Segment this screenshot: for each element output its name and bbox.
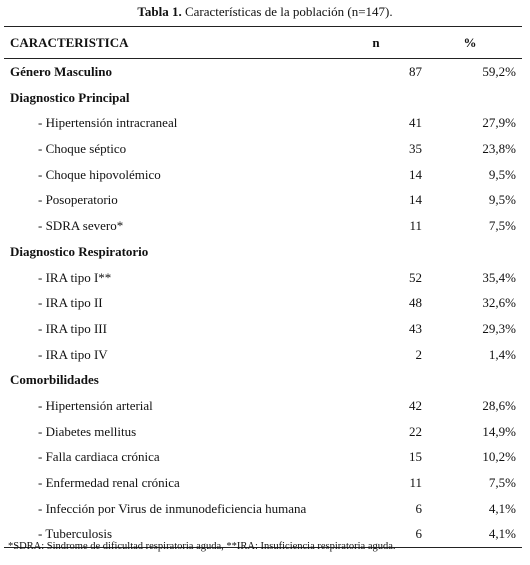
row-count: 22	[409, 423, 422, 439]
table-footnote: *SDRA: Sindrome de dificultad respiratoria aguda, **IRA: Insuficiencia respiratoria aguda.	[8, 541, 396, 552]
table-row	[4, 187, 522, 213]
table-row	[4, 136, 522, 162]
table-row	[4, 162, 522, 188]
row-label: - Hipertensión arterial	[38, 397, 153, 413]
row-count: 52	[409, 269, 422, 285]
row-percent: 9,5%	[488, 166, 516, 182]
row-count: 43	[409, 320, 422, 336]
table-header-row	[4, 27, 522, 59]
row-percent: 4,1%	[488, 500, 516, 516]
row-count: 11	[409, 475, 422, 490]
table-row	[4, 342, 522, 368]
table-row	[4, 419, 522, 445]
row-label: - IRA tipo III	[38, 320, 107, 336]
row-label: - Hipertensión intracraneal	[38, 115, 178, 131]
row-percent: 1,4%	[488, 346, 516, 362]
row-label: - Falla cardiaca crónica	[38, 449, 160, 465]
table-row	[4, 316, 522, 342]
row-percent: 14,9%	[482, 423, 516, 439]
row-label: - Posoperatorio	[38, 192, 118, 208]
row-count: 48	[409, 295, 422, 311]
table-row	[4, 444, 522, 470]
row-label: - Diabetes mellitus	[38, 423, 137, 439]
table-row	[4, 265, 522, 291]
row-count: 14	[409, 166, 422, 182]
row-percent: 59,2%	[482, 64, 516, 79]
table-row	[4, 290, 522, 316]
row-label: - Infección por Virus de inmunodeficiencia humana	[38, 500, 307, 516]
section-header-row	[4, 239, 522, 265]
table-caption	[0, 4, 530, 20]
row-count: 42	[409, 397, 422, 413]
section-header-row	[4, 367, 522, 393]
section-header-row	[4, 85, 522, 111]
row-count: 14	[409, 192, 422, 208]
row-label: - IRA tipo I**	[38, 269, 112, 285]
table-row	[4, 59, 522, 85]
row-count: 41	[409, 115, 422, 131]
row-label: - IRA tipo IV	[38, 346, 108, 362]
header-percent: %	[463, 35, 477, 50]
row-count: 6	[415, 500, 422, 516]
caption-text: Características de la población (n=147).	[181, 4, 393, 19]
row-label: - Tuberculosis	[38, 526, 113, 542]
row-count: 11	[409, 218, 422, 234]
caption-label: Tabla 1.	[137, 4, 182, 19]
table-row	[4, 213, 522, 239]
row-label: - IRA tipo II	[38, 295, 103, 311]
row-percent: 4,1%	[488, 526, 516, 542]
header-characteristic: CARACTERISTICA	[10, 35, 129, 50]
table-row	[4, 496, 522, 522]
row-percent: 10,2%	[482, 449, 516, 465]
row-count: 35	[409, 141, 422, 157]
row-percent: 27,9%	[482, 115, 516, 131]
row-percent: 29,3%	[482, 320, 516, 336]
row-label: Diagnostico Principal	[10, 89, 130, 105]
row-label: Género Masculino	[10, 64, 112, 79]
row-count: 87	[409, 64, 422, 79]
table-row	[4, 393, 522, 419]
row-label: - Choque hipovolémico	[38, 166, 161, 182]
row-count: 15	[409, 449, 422, 465]
table-row	[4, 470, 522, 496]
row-percent: 23,8%	[482, 141, 516, 157]
row-percent: 35,4%	[482, 269, 516, 285]
row-percent: 28,6%	[482, 397, 516, 413]
row-percent: 9,5%	[488, 192, 516, 208]
header-n: n	[372, 35, 380, 50]
characteristics-table	[4, 26, 522, 548]
row-label: Diagnostico Respiratorio	[10, 243, 149, 259]
row-label: - SDRA severo*	[38, 218, 124, 234]
row-count: 2	[415, 346, 422, 362]
row-label: - Enfermedad renal crónica	[38, 475, 180, 490]
row-percent: 7,5%	[488, 218, 516, 234]
row-percent: 32,6%	[482, 295, 516, 311]
row-label: - Choque séptico	[38, 141, 127, 157]
table-row	[4, 110, 522, 136]
row-label: Comorbilidades	[10, 372, 99, 388]
row-count: 6	[415, 526, 422, 542]
row-percent: 7,5%	[488, 475, 516, 490]
table-body	[4, 59, 522, 547]
